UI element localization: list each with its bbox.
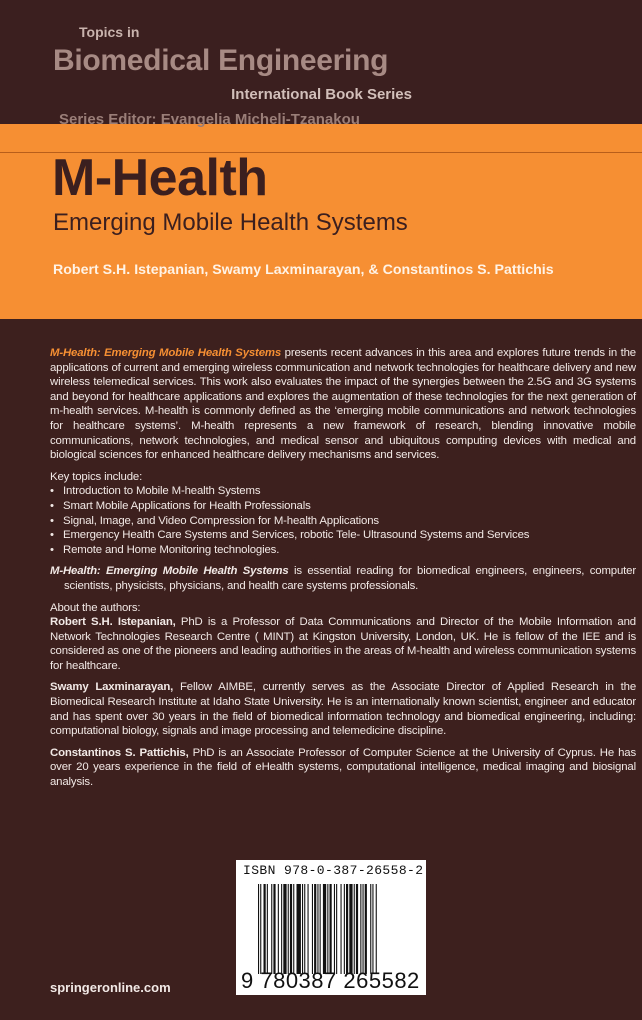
barcode-bar — [356, 884, 358, 974]
series-subtitle: International Book Series — [231, 86, 412, 103]
list-item: • Emergency Health Care Systems and Services, robotic Tele- Ultrasound Systems and Services — [50, 528, 636, 543]
barcode-bar — [344, 884, 345, 974]
book-title: M-Health — [52, 149, 268, 207]
author-bio — [50, 680, 636, 738]
author-bio-text: Fellow AIMBE, currently serves as the Associate Director of Applied Research in the Biomedical Research Institute at Idaho State University. He is an internationally known scientist, engineer and educator and has spent over 30 years in the field of biomedical information technology and biomedical engineering, including: computational biology, signals and image processing and telemedicine discipline. — [50, 681, 637, 738]
barcode-bar — [372, 884, 373, 974]
barcode-bar — [273, 884, 275, 974]
barcode-bar — [264, 884, 266, 974]
audience — [50, 564, 636, 593]
barcode-bar — [349, 884, 352, 974]
barcode-bar — [308, 884, 309, 974]
barcode-bar — [323, 884, 326, 974]
barcode-bar — [278, 884, 279, 974]
series-name: Biomedical Engineering — [53, 44, 389, 77]
barcode-bar — [260, 884, 261, 974]
barcode-bar — [293, 884, 294, 974]
barcode-bar — [354, 884, 355, 974]
series-topics: Topics in — [79, 24, 140, 40]
barcode-bar — [336, 884, 337, 974]
barcode-digits: 9 780387 265582 — [241, 968, 420, 993]
barcode-bar — [314, 884, 316, 974]
barcode-bar — [376, 884, 377, 974]
barcode-bar — [283, 884, 286, 974]
barcode-bar — [304, 884, 305, 974]
publisher-website: springeronline.com — [50, 980, 171, 995]
audience-text: is essential reading for biomedical engineers, engineers, computer scientists, physicists, physicians, and health care systems professionals. — [64, 565, 636, 592]
barcode-bar — [267, 884, 268, 974]
isbn-barcode — [236, 860, 426, 995]
key-topics-heading: Key topics include: — [50, 470, 143, 483]
list-item: • Signal, Image, and Video Compression for M-health Applications — [50, 514, 636, 529]
barcode-bar — [302, 884, 303, 974]
back-cover-text — [50, 346, 636, 790]
barcode-bars — [258, 884, 410, 974]
author-bio-text: PhD is an Associate Professor of Computer Science at the University of Cyprus. He has over 20 years experience in the field of eHealth systems, computational intelligence, medical imaging and biosignal analysis. — [50, 746, 636, 789]
barcode-bar — [290, 884, 292, 974]
author-name: Robert S.H. Istepanian, — [50, 616, 176, 629]
description-lead: M-Health: Emerging Mobile Health Systems — [50, 347, 282, 359]
barcode-bar — [341, 884, 342, 974]
description — [50, 346, 636, 463]
author-bio — [50, 615, 636, 673]
list-item: • Introduction to Mobile M-health Systems — [50, 484, 636, 499]
author-bio — [50, 746, 636, 790]
audience-lead: M-Health: Emerging Mobile Health Systems — [50, 565, 289, 578]
barcode-bar — [334, 884, 335, 974]
key-topics-list — [50, 484, 636, 557]
barcode-bar — [370, 884, 371, 974]
barcode-bar — [360, 884, 361, 974]
barcode-bar — [346, 884, 348, 974]
barcode-bar — [281, 884, 282, 974]
barcode-bar — [271, 884, 272, 974]
about-heading: About the authors: — [50, 601, 141, 614]
isbn-text: ISBN 978-0-387-26558-2 — [243, 863, 424, 878]
barcode-bar — [297, 884, 301, 974]
book-authors: Robert S.H. Istepanian, Swamy Laxminarayan, & Constantinos S. Pattichis — [53, 262, 554, 278]
list-item: • Remote and Home Monitoring technologies. — [50, 543, 636, 558]
barcode-bar — [320, 884, 321, 974]
author-name: Constantinos S. Pattichis, — [50, 746, 189, 759]
author-name: Swamy Laxminarayan, — [50, 681, 174, 694]
series-editor: Series Editor: Evangelia Micheli-Tzanakou — [59, 111, 360, 128]
barcode-bar — [317, 884, 318, 974]
author-bio-text: PhD is a Professor of Data Communications and Director of the Mobile Information and Network Technologies Research Centre ( MINT) at Kingston University, London, UK. He is fellow of the IEE and is considered as one of the pioneers and leading authorities in the areas of M-health and wireless communication systems for healthcare. — [50, 616, 636, 672]
description-text: presents recent advances in this area and explores future trends in the applications of current and emerging wireless communication and network technologies for healthcare delivery and new wireless telemedical services. This work also evaluates the impact of the synergies between the 2.5G and 3G systems and beyond for healthcare applications and explores the augmentation of these technologies for the next generation of m-health services. M-health is commonly defined as the ‘emerging mobile communications and network technologies for healthcare systems’. M-health represents a new framework of research, blending innovative mobile communications, network technologies, and medical sensor and ubiquitous computing devices with medical and biological sciences for enhanced healthcare delivery mechanisms and services. — [50, 347, 636, 462]
barcode-bar — [327, 884, 328, 974]
barcode-bar — [312, 884, 313, 974]
barcode-bar — [365, 884, 367, 974]
barcode-bar — [258, 884, 259, 974]
barcode-bar — [363, 884, 364, 974]
barcode-bar — [288, 884, 289, 974]
book-subtitle: Emerging Mobile Health Systems — [53, 209, 408, 236]
list-item: • Smart Mobile Applications for Health Professionals — [50, 499, 636, 514]
barcode-bar — [330, 884, 332, 974]
